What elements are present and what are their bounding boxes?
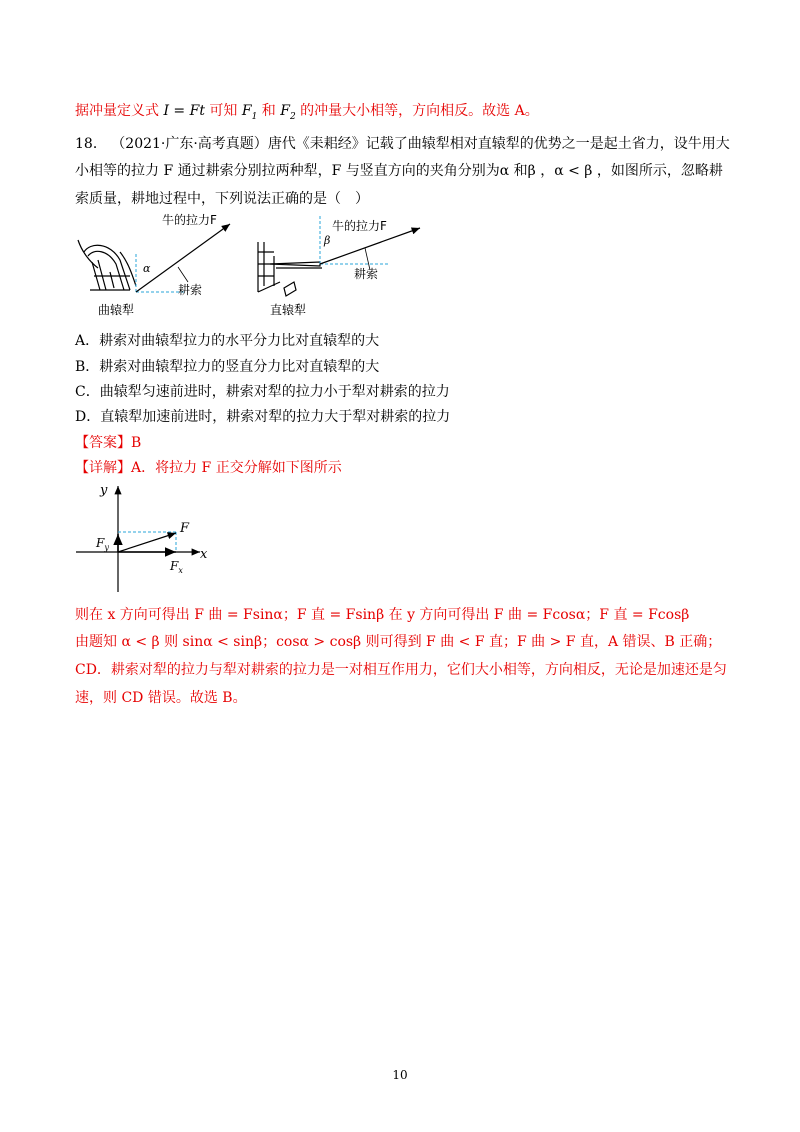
curved-plow-rope-label: 耕索 [178,283,203,297]
alpha-angle-label: α [143,262,151,275]
question-source: （2021·广东·高考真题） [111,136,268,152]
question-line-3: 索质量，耕地过程中，下列说法正确的是（ ） [75,191,369,207]
intro-line: 据冲量定义式 I = Ft 可知 $F_1$ 和 $F_2$ 的冲量大小相等，方向相反。故选 A。 [75,103,539,122]
f2-symbol: $F_2$ [280,103,296,122]
analysis-line-2: 由题知 α < β 则 sinα < sinβ；cosα > cosβ 则可得到 F 曲 < F 直；F 曲 > F 直，A 错误、B 正确； [75,634,722,650]
question-number: 18． [75,136,107,152]
curved-plow-caption: 曲辕犁 [98,303,135,317]
question-line-1: 18． （2021·广东·高考真题）唐代《耒耜经》记载了曲辕犁相对直辕犁的优势之一是起土省力，设牛用大 [75,136,730,152]
option-c: C．曲辕犁匀速前进时，耕索对犁的拉力小于犁对耕索的拉力 [75,384,450,400]
straight-plow-force-arrow [320,228,420,264]
x-axis-label: x [200,547,208,562]
option-a: A．耕索对曲辕犁拉力的水平分力比对直辕犁的大 [75,333,380,349]
analysis-line-3: CD．耕索对犁的拉力与犁对耕索的拉力是一对相互作用力，它们大小相等，方向相反，无论是加速还是匀 [75,662,727,678]
straight-plow-force-label: 牛的拉力F [332,219,387,233]
curved-plow-drawing [78,240,136,290]
curved-plow-force-label: 牛的拉力F [162,213,217,227]
answer-label: 【答案】 [75,435,131,451]
beta-angle-label: β [324,234,331,247]
explain-label: 【详解】 [75,460,131,476]
answer-value: B [131,435,142,451]
explain-line: 【详解】A．将拉力 F 正交分解如下图所示 [75,460,342,476]
plow-figure [70,212,430,324]
straight-plow-caption: 直辕犁 [270,303,307,317]
y-axis-label: y [100,483,108,498]
fx-label: $F_x$ [170,559,183,575]
answer-line [75,432,141,452]
option-b: B．耕索对曲辕犁拉力的竖直分力比对直辕犁的大 [75,359,380,375]
impulse-formula: I = Ft [163,103,205,119]
analysis-line-1: 则在 x 方向可得出 F 曲 = Fsinα；F 直 = Fsinβ 在 y 方向可得出 F 曲 = Fcosα；F 直 = Fcosβ [75,607,690,623]
fy-label: $F_y$ [96,536,109,552]
f1-symbol: $F_1$ [241,103,258,122]
curved-plow-force-arrow [136,224,230,292]
decomposition-figure [72,480,222,598]
straight-plow-rope-label: 耕索 [354,267,379,281]
page-number: 10 [392,1068,408,1082]
straight-plow-drawing [258,242,322,296]
question-line-2: 小相等的拉力 F 通过耕索分别拉两种犁，F 与竖直方向的夹角分别为α 和β ，α < β ，如图所示，忽略耕 [75,163,723,179]
f-label: F [180,521,190,536]
analysis-line-4: 速，则 CD 错误。故选 B。 [75,690,247,706]
force-f-arrow [118,533,176,552]
option-d: D．直辕犁加速前进时，耕索对犁的拉力大于犁对耕索的拉力 [75,409,451,425]
